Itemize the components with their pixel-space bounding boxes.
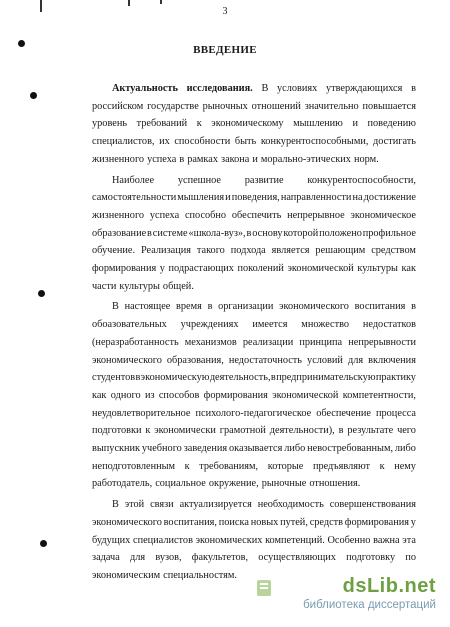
word: экономического: [92, 354, 162, 366]
word: у: [410, 516, 416, 528]
word: в: [338, 425, 344, 437]
word: является: [271, 245, 310, 257]
word: образование: [92, 227, 147, 239]
word: их: [159, 136, 170, 148]
word: жизненного: [92, 209, 145, 221]
word: и: [252, 153, 258, 165]
word: в: [179, 153, 185, 165]
word: формирования: [92, 263, 157, 275]
text-line: [92, 207, 416, 225]
word: успеха: [149, 209, 180, 221]
word: и: [352, 118, 358, 130]
word: поиска: [218, 516, 249, 528]
word: компетентности,: [342, 389, 416, 401]
word: средств: [309, 516, 344, 528]
word: достигать: [373, 136, 416, 148]
word: утверждающихся: [325, 83, 403, 94]
word: грамотной: [219, 425, 266, 437]
word: культуры: [357, 263, 398, 275]
word: закона: [221, 153, 250, 165]
word: включения: [368, 354, 416, 366]
word: средством: [371, 245, 416, 257]
text-line: [92, 475, 416, 493]
word: важна: [373, 534, 400, 546]
word: для: [130, 552, 146, 564]
text-line: [92, 514, 416, 532]
word: «школа-вуз»,: [188, 227, 246, 239]
word: части: [92, 280, 117, 292]
word: вузов,: [155, 552, 182, 564]
word: у: [159, 263, 165, 275]
word: самостоятельности: [92, 192, 177, 204]
word: специальностям.: [163, 569, 237, 581]
text-line: [92, 549, 416, 567]
word: Актуальность: [112, 83, 178, 94]
word: быть: [234, 136, 257, 148]
word: неудовлетворительное: [92, 407, 191, 419]
word: заведения: [183, 443, 228, 455]
word: этой: [124, 499, 145, 511]
word: жизненного: [92, 153, 145, 165]
word: предпринимательскую: [276, 372, 376, 384]
word: условий: [307, 354, 343, 366]
word: Реализация: [140, 245, 191, 257]
text-line: [92, 316, 416, 334]
word: результате: [347, 425, 394, 437]
word: конкурентоспособными,: [260, 136, 369, 148]
word: экономического: [92, 516, 162, 528]
word: отношения.: [309, 478, 361, 490]
word: механизмов: [184, 336, 237, 348]
word: имеется: [252, 319, 288, 331]
word: недостаточность: [228, 354, 303, 366]
word: формирования: [344, 516, 409, 528]
scan-edge-mark: [128, 0, 130, 6]
word: требованиям,: [199, 460, 259, 472]
word: в: [246, 227, 252, 239]
word: предъявляют: [312, 460, 371, 472]
word: морально-этических: [260, 153, 351, 165]
word: значительно: [304, 100, 359, 112]
word: к: [379, 460, 385, 472]
word: социальное: [155, 478, 206, 490]
text-line: [92, 334, 416, 352]
word: достижение: [363, 192, 416, 204]
word: способов: [158, 389, 200, 401]
word: экономического: [279, 301, 349, 313]
word: настоящее: [124, 301, 171, 313]
text-line: [92, 352, 416, 370]
word: принципа: [299, 336, 343, 348]
word: нему: [394, 460, 416, 472]
word: специалистов,: [92, 136, 155, 148]
word: исследования.: [186, 83, 253, 94]
word: эта: [402, 534, 416, 546]
word: повышается: [362, 100, 416, 112]
watermark-subtitle: библиотека диссертаций: [303, 599, 436, 611]
word: новых: [250, 516, 279, 528]
word: российском: [92, 100, 144, 112]
word: отношений: [251, 100, 301, 112]
word: деятельности),: [269, 425, 335, 437]
text-line: [92, 242, 416, 260]
page-title: ВВЕДЕНИЕ: [193, 44, 257, 56]
text-line: [92, 133, 416, 151]
word: норм.: [353, 153, 379, 165]
word: связи: [150, 499, 174, 511]
word: в: [270, 372, 276, 384]
word: решающим: [315, 245, 366, 257]
word: такого: [196, 245, 225, 257]
word: системе: [152, 227, 188, 239]
word: недостатков: [362, 319, 416, 331]
word: из: [144, 389, 155, 401]
binder-hole: [40, 540, 47, 547]
text-line: [92, 225, 416, 243]
word: подготовки: [92, 425, 142, 437]
word: успешное: [177, 174, 221, 186]
word: которой: [283, 227, 319, 239]
word: организации: [218, 301, 274, 313]
word: для: [347, 354, 364, 366]
word: В: [261, 83, 269, 94]
word: окружение,: [208, 478, 259, 490]
word: профильное: [362, 227, 416, 239]
word: оказывается: [229, 443, 283, 455]
word: обучение.: [92, 245, 136, 257]
word: психолого-педагогическое: [195, 407, 312, 419]
text-line: [92, 115, 416, 133]
word: в: [147, 227, 152, 239]
word: экономически: [154, 425, 216, 437]
word: экономической: [287, 263, 354, 275]
word: Особенно: [327, 534, 371, 546]
text-line: [92, 405, 416, 423]
word: на: [352, 192, 363, 204]
word: поведению: [367, 118, 416, 130]
word: рамках: [187, 153, 218, 165]
word: мышления: [177, 192, 225, 204]
word: обеспечить: [231, 209, 282, 221]
text-line: [92, 260, 416, 278]
word: невостребованным,: [307, 443, 394, 455]
word: факультетов,: [191, 552, 249, 564]
word: в: [207, 301, 213, 313]
word: к: [145, 425, 151, 437]
text-line: [92, 98, 416, 116]
text-line: [92, 422, 416, 440]
word: экономическим: [92, 569, 161, 581]
word: выпускник: [92, 443, 141, 455]
word: экономическому: [211, 118, 284, 130]
word: компетенций.: [265, 534, 325, 546]
watermark-logo: dsLib.net: [342, 575, 436, 597]
word: развитие: [244, 174, 284, 186]
word: деятельность,: [209, 372, 271, 384]
book-icon: [254, 577, 276, 599]
word: время: [176, 301, 202, 313]
text-line: [92, 151, 416, 169]
body-text: [92, 80, 416, 588]
word: обоазовательных: [92, 319, 167, 331]
word: положено: [319, 227, 362, 239]
word: актуализируется: [179, 499, 252, 511]
word: по: [405, 552, 416, 564]
word: неподготовленным: [92, 460, 176, 472]
word: либо: [394, 443, 416, 455]
word: практику: [375, 372, 416, 384]
word: в: [411, 83, 416, 94]
word: поколений: [237, 263, 284, 275]
word: непрерывности: [348, 336, 416, 348]
word: как: [92, 389, 107, 401]
scan-edge-mark: [40, 0, 42, 12]
word: к: [196, 118, 202, 130]
page-number: 3: [222, 6, 228, 17]
word: мышлению: [293, 118, 343, 130]
word: совершенствования: [329, 499, 416, 511]
word: работодатель,: [92, 478, 153, 490]
word: способности: [174, 136, 231, 148]
text-line: [92, 369, 416, 387]
binder-hole: [18, 40, 25, 47]
word: основу: [252, 227, 283, 239]
word: задача: [92, 552, 120, 564]
word: процесса: [376, 407, 416, 419]
word: необходимость: [257, 499, 324, 511]
binder-hole: [30, 92, 37, 99]
word: к: [184, 460, 190, 472]
text-line: [92, 496, 416, 514]
word: воспитания,: [163, 516, 217, 528]
word: осуществляющих: [258, 552, 336, 564]
word: и: [225, 192, 231, 204]
word: формирования: [203, 389, 268, 401]
word: Наиболее: [112, 174, 155, 186]
word: в: [411, 301, 416, 313]
word: в: [135, 372, 141, 384]
word: множество: [301, 319, 350, 331]
word: экономических: [195, 534, 263, 546]
word: общей.: [162, 280, 194, 292]
word: поведения,: [231, 192, 280, 204]
word: путей,: [280, 516, 308, 528]
word: которые: [267, 460, 304, 472]
word: студентов: [92, 372, 136, 384]
word: либо: [284, 443, 306, 455]
watermark: [246, 575, 436, 615]
word: условиях: [277, 83, 318, 94]
word: В: [112, 499, 119, 511]
text-line: [92, 278, 416, 296]
word: успеха: [147, 153, 177, 165]
word: культуры: [119, 280, 160, 292]
word: государстве: [147, 100, 199, 112]
text-line: [92, 298, 416, 316]
word: образования,: [166, 354, 224, 366]
word: направленности: [280, 192, 352, 204]
word: подхода: [230, 245, 266, 257]
word: непрерывное: [287, 209, 345, 221]
text-line: [92, 172, 416, 190]
word: специалистов: [133, 534, 193, 546]
binder-hole: [38, 290, 45, 297]
text-line: [92, 458, 416, 476]
word: экономической: [272, 389, 339, 401]
word: учреждениях: [180, 319, 239, 331]
word: обеспечение: [316, 407, 372, 419]
scan-edge-mark: [160, 0, 162, 4]
word: В: [112, 301, 119, 313]
text-line: [92, 387, 416, 405]
word: одного: [110, 389, 141, 401]
text-line: [92, 440, 416, 458]
word: рыночные: [261, 478, 307, 490]
text-line: [92, 189, 416, 207]
word: конкурентоспособности,: [307, 174, 416, 186]
word: чего: [397, 425, 416, 437]
word: будущих: [92, 534, 131, 546]
word: подготовку: [346, 552, 396, 564]
word: учебного: [141, 443, 182, 455]
word: подрастающих: [168, 263, 234, 275]
word: (неразработанность: [92, 336, 179, 348]
word: экономическую: [140, 372, 210, 384]
word: требований: [136, 118, 188, 130]
word: как: [401, 263, 416, 275]
word: рыночных: [202, 100, 248, 112]
word: воспитания: [354, 301, 406, 313]
text-line: [92, 80, 416, 98]
word: уровень: [92, 118, 128, 130]
word: способно: [184, 209, 227, 221]
word: экономическое: [350, 209, 416, 221]
word: реализации: [242, 336, 294, 348]
text-line: [92, 532, 416, 550]
